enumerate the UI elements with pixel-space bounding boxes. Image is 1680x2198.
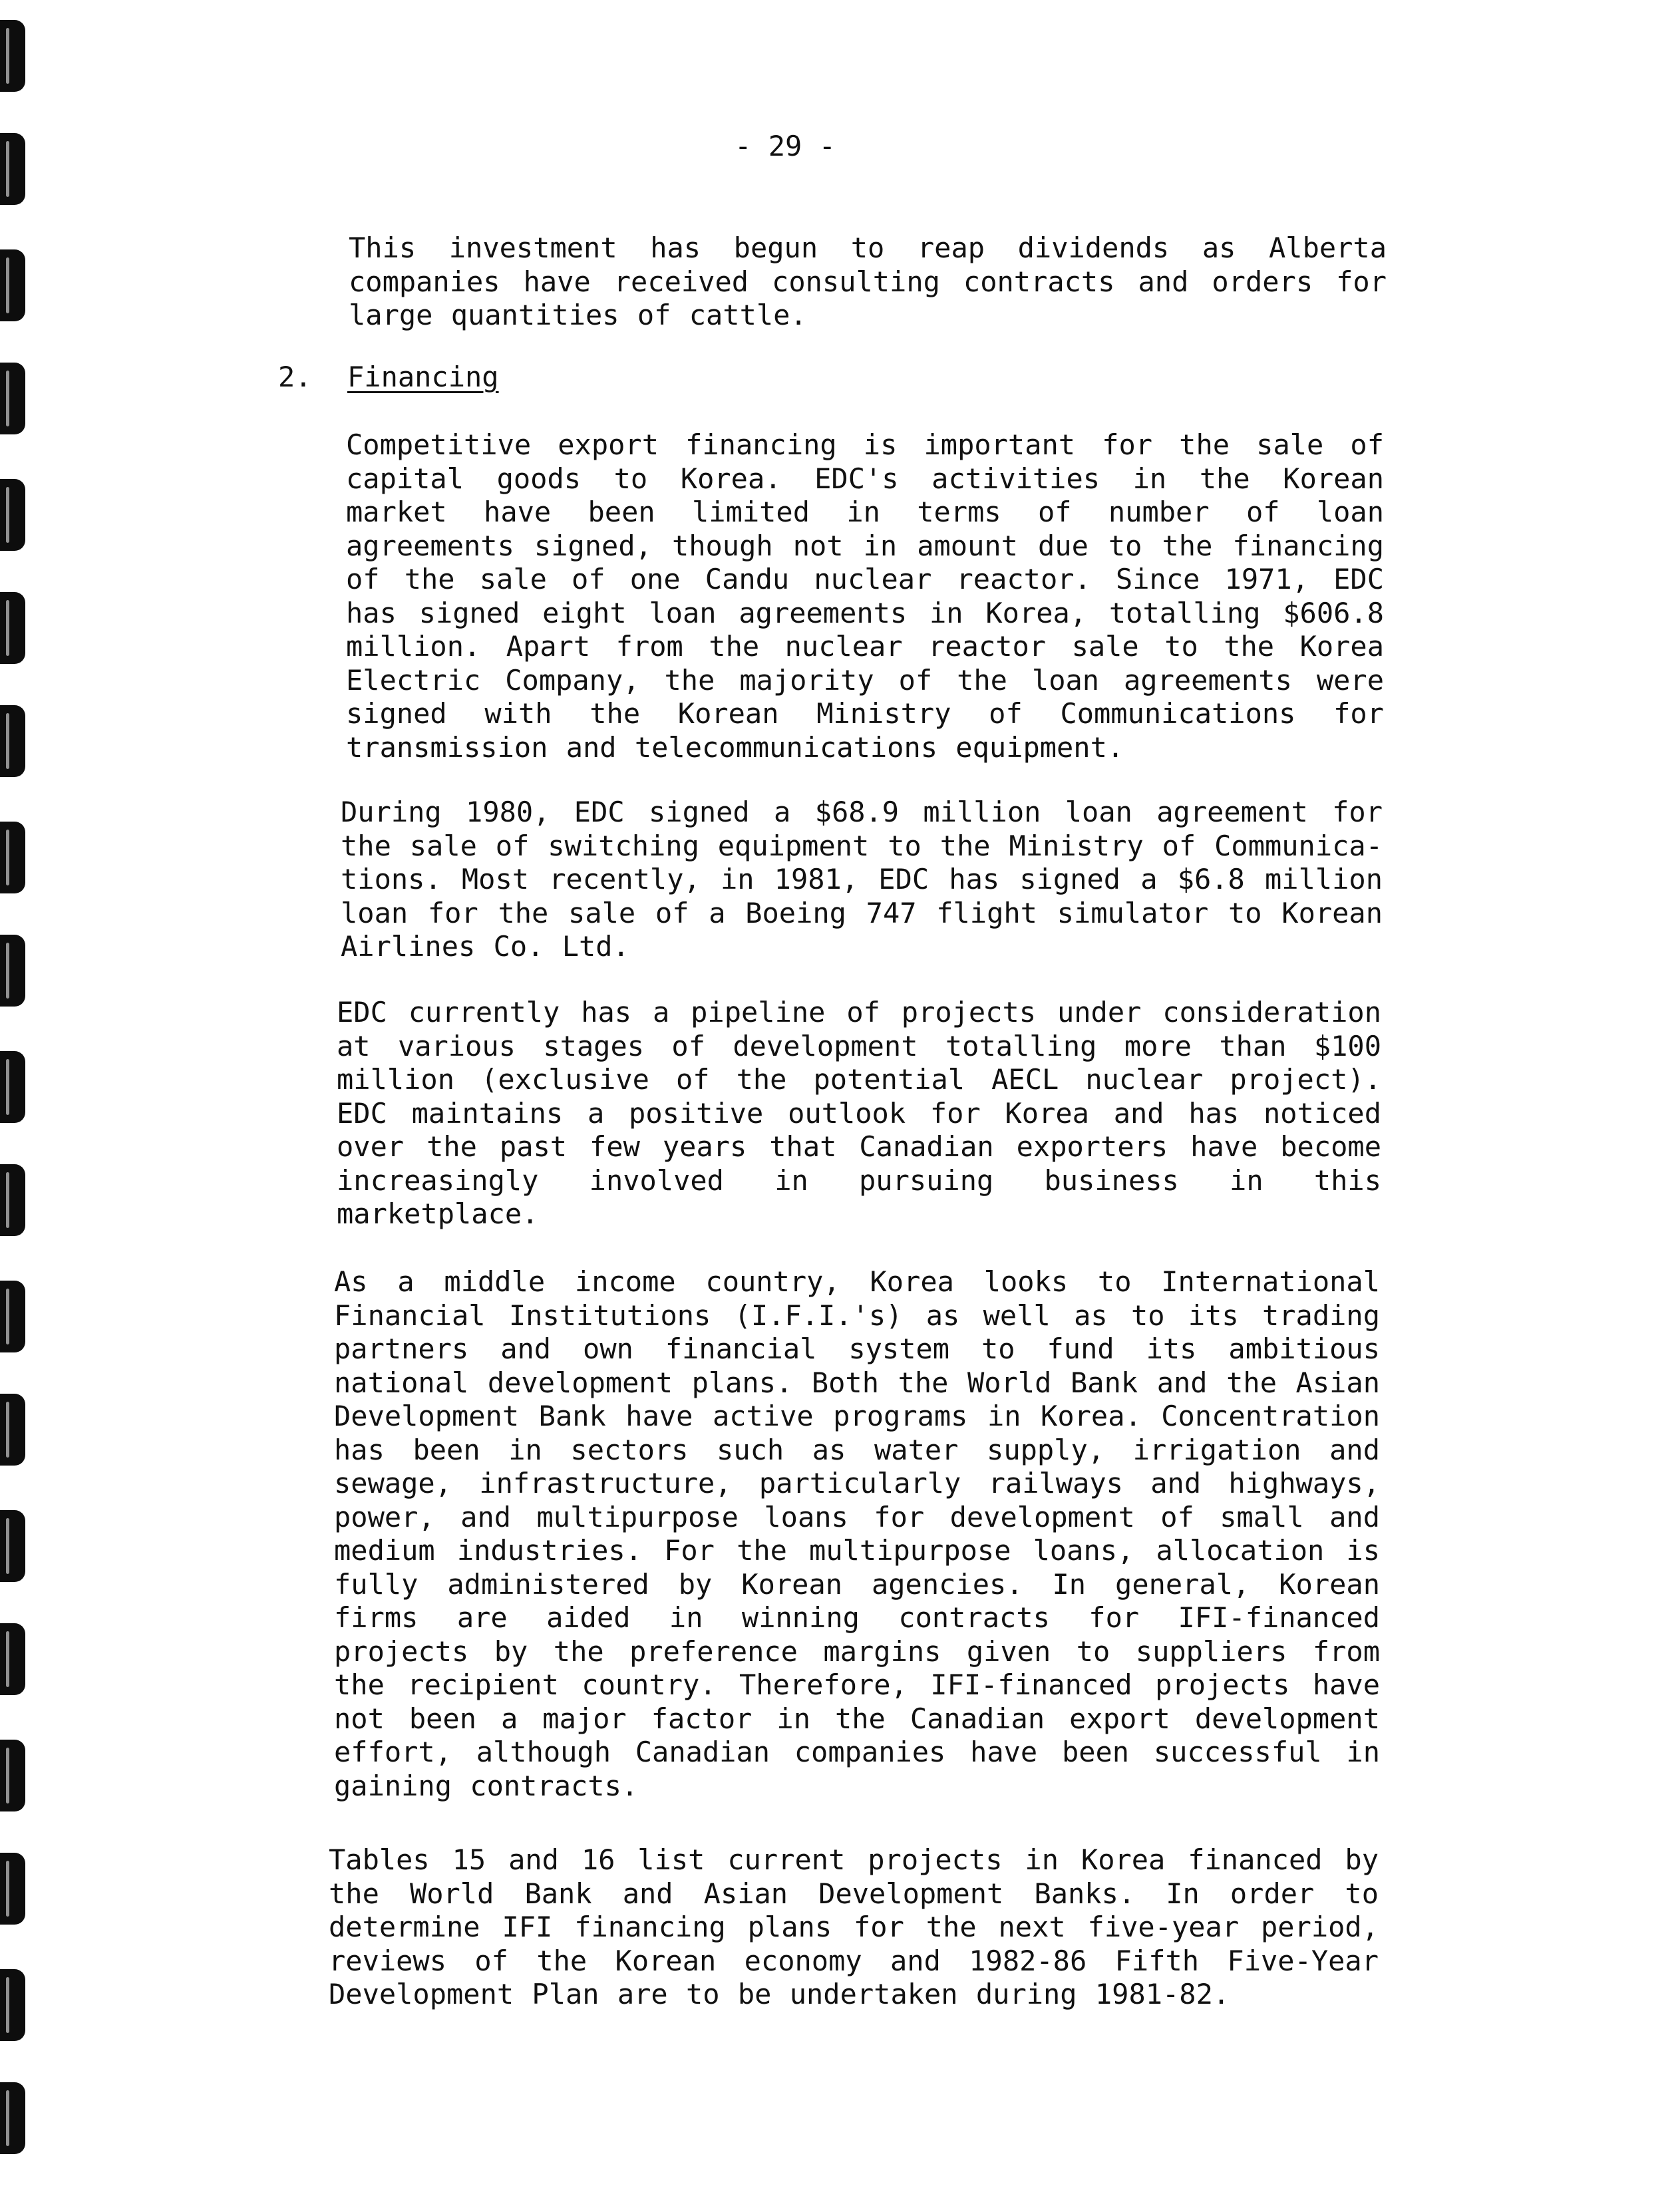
binder-rings bbox=[0, 0, 40, 2198]
binder-ring bbox=[0, 1969, 25, 2041]
binder-ring bbox=[0, 1740, 25, 1811]
binder-ring bbox=[0, 822, 25, 893]
body-paragraph: Competitive export financing is important for the sale of capital goods to Korea. EDC's activities in the Korean market have been limited in terms of number of loan agreements signed, though not in amount due to the financing of the sale of one Candu nuclear reactor. Since 1971, EDC has signed eight loan agreements in Korea, totalling $606.8 million. Apart from the nuclear reactor sale to the Korea Electric Company, the majority of the loan agreements were signed with the Korean Ministry of Communications for transmission and telecommunications equipment. bbox=[346, 428, 1384, 764]
binder-ring bbox=[0, 705, 25, 777]
binder-ring bbox=[0, 1051, 25, 1123]
binder-ring bbox=[0, 479, 25, 551]
binder-ring bbox=[0, 1164, 25, 1236]
binder-ring bbox=[0, 133, 25, 205]
body-paragraph: EDC currently has a pipeline of projects under consideration at various stages of development totalling more than $100 million (exclusive of the potential AECL nuclear project). EDC maintains a positive outlook for Korea and has noticed over the past few years that Canadian exporters have become increasingly involved in pursuing business in this marketplace. bbox=[337, 996, 1381, 1230]
intro-paragraph: This investment has begun to reap dividends as Alberta companies have received consulting contracts and orders for large quantities of cattle. bbox=[349, 232, 1387, 331]
body-paragraph: During 1980, EDC signed a $68.9 million loan agreement for the sale of switching equipment to the Ministry of Communica-tions. Most recently, in 1981, EDC has signed a $6.8 million loan for the sale of a Boeing 747 flight simulator to Korean Airlines Co. Ltd. bbox=[341, 796, 1383, 963]
body-paragraph: Tables 15 and 16 list current projects in Korea financed by the World Bank and Asian Development Banks. In order to determine IFI financing plans for the next five-year period, reviews of the Korean economy and 1982-86 Fifth Five-Year Development Plan are to be undertaken during 1981-82. bbox=[329, 1843, 1379, 2010]
section-heading: Financing bbox=[347, 361, 499, 393]
section-number: 2. bbox=[278, 361, 312, 393]
page-number: - 29 - bbox=[735, 130, 836, 162]
binder-ring bbox=[0, 363, 25, 434]
body-paragraph: As a middle income country, Korea looks to International Financial Institutions (I.F.I.'s) as well as to its trading partners and own financial system to fund its ambitious national development plans. Both the World Bank and the Asian Development Bank have active programs in Korea. Concentration has been in sectors such as water supply, irrigation and sewage, infrastructure, particularly railways and highways, power, and multipurpose loans for development of small and medium industries. For the multipurpose loans, allocation is fully administered by Korean agencies. In general, Korean firms are aided in winning contracts for IFI-financed projects by the preference margins given to suppliers from the recipient country. Therefore, IFI-financed projects have not been a major factor in the Canadian export development effort, although Canadian companies have been successful in gaining contracts. bbox=[334, 1265, 1380, 1802]
binder-ring bbox=[0, 2082, 25, 2154]
binder-ring bbox=[0, 249, 25, 321]
binder-ring bbox=[0, 1394, 25, 1466]
binder-ring bbox=[0, 20, 25, 92]
binder-ring bbox=[0, 1623, 25, 1695]
binder-ring bbox=[0, 592, 25, 664]
binder-ring bbox=[0, 935, 25, 1007]
binder-ring bbox=[0, 1510, 25, 1582]
binder-ring bbox=[0, 1853, 25, 1925]
binder-ring bbox=[0, 1281, 25, 1352]
